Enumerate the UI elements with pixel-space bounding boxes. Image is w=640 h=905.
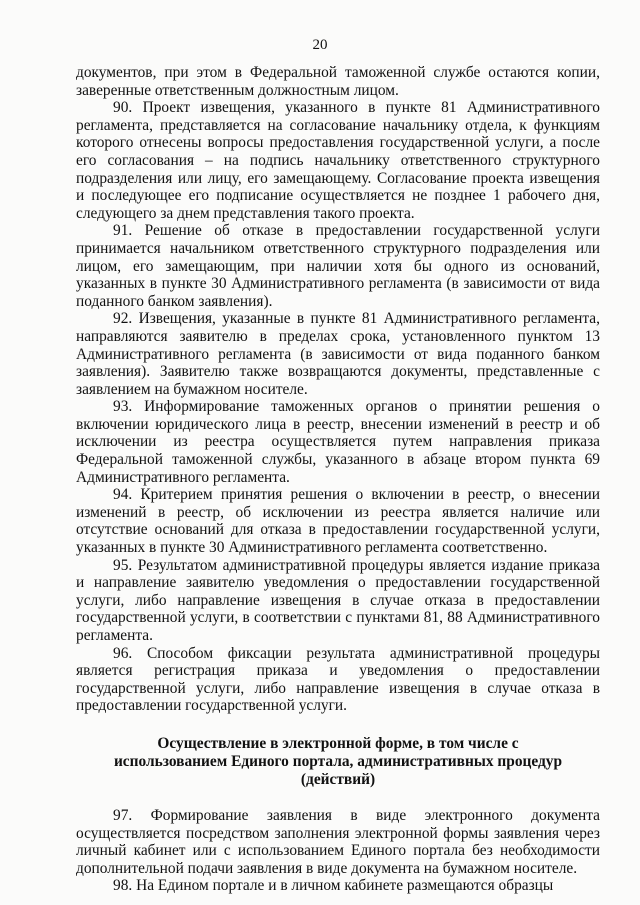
paragraph-90: 90. Проект извещения, указанного в пункте 81 Административного регламента, представляется на согласование начальнику отдела, к функциям которого отнесены вопросы предоставления государственной услуги, а после его согласования – на подпись начальнику ответственного структурного подразделения или лицу, его замещающему. Согласование проекта извещения и последующее его подписание осуществляется не позднее 1 рабочего дня, следующего за днем представления такого проекта.: [76, 99, 600, 222]
paragraph-91: 91. Решение об отказе в предоставлении государственной услуги принимается начальником ответственного структурного подразделения или лицом, его замещающим, при наличии хотя бы одного из оснований, указанных в пункте 30 Административного регламента (в зависимости от вида поданного банком заявления).: [76, 222, 600, 310]
page-number: 20: [312, 37, 328, 53]
section-heading-line-1: Осуществление в электронной форме, в том числе с: [157, 734, 519, 752]
paragraph-94: 94. Критерием принятия решения о включении в реестр, о внесении изменений в реестр, об исключении из реестра является наличие или отсутствие оснований для отказа в предоставлении государственной услуги, указанных в пункте 30 Административного регламента соответственно.: [76, 486, 600, 557]
paragraph-98: 98. На Едином портале и в личном кабинете размещаются образцы: [113, 877, 554, 895]
section-heading-line-2: использованием Единого портала, административных процедур (действий): [113, 752, 563, 788]
document-body: [76, 64, 600, 895]
paragraph-96: 96. Способом фиксации результата административной процедуры является регистрация приказа и уведомления о предоставлении государственной услуги, либо направление извещения в случае отказа в предоставлении государственной услуги.: [76, 644, 600, 715]
paragraph-97: 97. Формирование заявления в виде электронного документа осуществляется посредством заполнения электронной формы заявления через личный кабинет или с использованием Единого портала без необходимости дополнительной подачи заявления в виде документа на бумажном носителе.: [76, 806, 600, 877]
paragraph-95: 95. Результатом административной процедуры является издание приказа и направление заявителю уведомления о предоставлении государственной услуги, либо направление извещения в случае отказа в предоставлении государственной услуги, в соответствии с пунктами 81, 88 Административного регламента.: [76, 556, 600, 644]
paragraph-continuation: документов, при этом в Федеральной таможенной службе остаются копии, заверенные ответственным должностным лицом.: [76, 64, 600, 99]
paragraph-92: 92. Извещения, указанные в пункте 81 Административного регламента, направляются заявителю в пределах срока, установленного пунктом 13 Административного регламента (в зависимости от вида поданного банком заявления). Заявителю также возвращаются документы, представленные с заявлением на бумажном носителе.: [76, 310, 600, 398]
section-heading: [76, 735, 600, 789]
paragraph-93: 93. Информирование таможенных органов о принятии решения о включении юридического лица в реестр, внесении изменений в реестр и об исключении из реестра осуществляется путем направления приказа Федеральной таможенной службы, указанного в абзаце втором пункта 69 Административного регламента.: [76, 398, 600, 486]
